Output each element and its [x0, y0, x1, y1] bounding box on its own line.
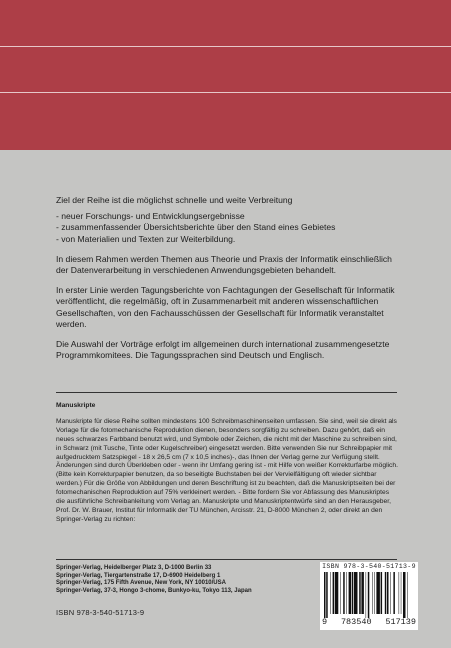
series-description	[56, 195, 396, 370]
goals-list	[56, 211, 396, 245]
goal-item: - zusammenfassender Übersichtsberichte über den Stand eines Gebietes	[56, 222, 336, 233]
band-divider-2	[0, 92, 451, 93]
barcode-digit-group: 9	[322, 617, 328, 627]
band-divider-1	[0, 46, 451, 47]
barcode-digit-group: 783540	[340, 617, 372, 627]
manuscripts-section	[56, 402, 398, 525]
publisher-addresses	[56, 565, 316, 595]
address-line: Springer-Verlag, Tiergartenstraße 17, D-6900 Heidelberg 1	[56, 572, 221, 579]
barcode-label	[320, 562, 418, 630]
address-line: Springer-Verlag, 175 Fifth Avenue, New York, NY 10010/USA	[56, 580, 226, 587]
manuscripts-heading: Manuskripte	[56, 402, 96, 409]
paragraph-topics: In diesem Rahmen werden Themen aus Theorie und Praxis der Informatik einschließlich der Datenverarbeitung in verschiedenen Anwendungsgebieten behandelt.	[56, 253, 392, 276]
divider-rule-top	[56, 392, 397, 393]
address-line: Springer-Verlag, Heidelberger Platz 3, D-1000 Berlin 33	[56, 565, 212, 571]
barcode-icon	[322, 572, 416, 618]
barcode-isbn: ISBN 978-3-540-51713-9	[322, 563, 416, 570]
intro-text: Ziel der Reihe ist die möglichst schnelle und weite Verbreitung	[56, 195, 293, 205]
goal-item: - von Materialien und Texten zur Weiterbildung.	[56, 233, 236, 244]
paragraph-proceedings: In erster Linie werden Tagungsberichte von Fachtagungen der Gesellschaft für Informatik veröffentlicht, die regelmäßig, oft in Zusammenarbeit mit anderen wissenschaftlichen Gesellschaften, von den Fachausschüssen der Gesellschaft für Informatik veranstaltet werden.	[56, 285, 395, 329]
address-line: Springer-Verlag, 37-3, Hongo 3-chome, Bunkyo-ku, Tokyo 113, Japan	[56, 587, 252, 594]
goal-item: - neuer Forschungs- und Entwicklungsergebnisse	[56, 211, 245, 222]
cover-color-band	[0, 0, 451, 150]
barcode-digits	[320, 617, 418, 627]
barcode-digit-group: 517139	[385, 617, 416, 627]
paragraph-selection: Die Auswahl der Vorträge erfolgt im allgemeinen durch international zusammengesetzte Programmkomitees. Die Tagungssprachen sind Deutsch und Englisch.	[56, 339, 390, 361]
manuscripts-text: Manuskripte für diese Reihe sollten mindestens 100 Schreibmaschinenseiten umfassen. Sie sind, weil sie direkt als Vorlage für die fotomechanische Reproduktion dienen, besonders sorgfältig zu schreiben. Dazu gehört, daß ein neues schwarzes Farbband benutzt wird, und Symbole oder Zeichen, die nicht mit der Maschine zu schreiben sind, in Schwarz (mit Tusche, Tinte oder Kugelschreiber) eingesetzt werden. Bitte verwenden Sie nur Schreibpapier mit aufgedrucktem Satzspiegel - 18 x 26,5 cm (7 x 10,5 inches)-, das Ihnen der Verlag gerne zur Verfügung stellt. Änderungen sind durch Überkleben oder - wenn ihr Umfang gering ist - mit Hilfe von weißer Korrekturfarbe möglich. (Bitte kein Korrekturpapier benutzen, da so beseitigte Buchstaben bei der Vervielfältigung oft wieder sichtbar werden.) Für die Größe von Abbildungen und deren Beschriftung ist zu beachten, daß die Manuskriptseiten bei der fotomechanischen Reproduktion auf 75% verkleinert werden. - Bitte fordern Sie vor Abfassung des Manuskriptes die ausführliche Schreibanleitung vom Verlag an. Manuskripte und Manuskriptentwürfe sind an den Herausgeber, Prof. Dr. W. Brauer, Institut für Informatik der TU München, Arcisstr. 21, D-8000 München 2, oder direkt an den Springer-Verlag zu richten:	[56, 417, 398, 523]
divider-rule-bottom	[56, 559, 397, 560]
isbn-text: ISBN 978-3-540-51713-9	[56, 608, 145, 617]
